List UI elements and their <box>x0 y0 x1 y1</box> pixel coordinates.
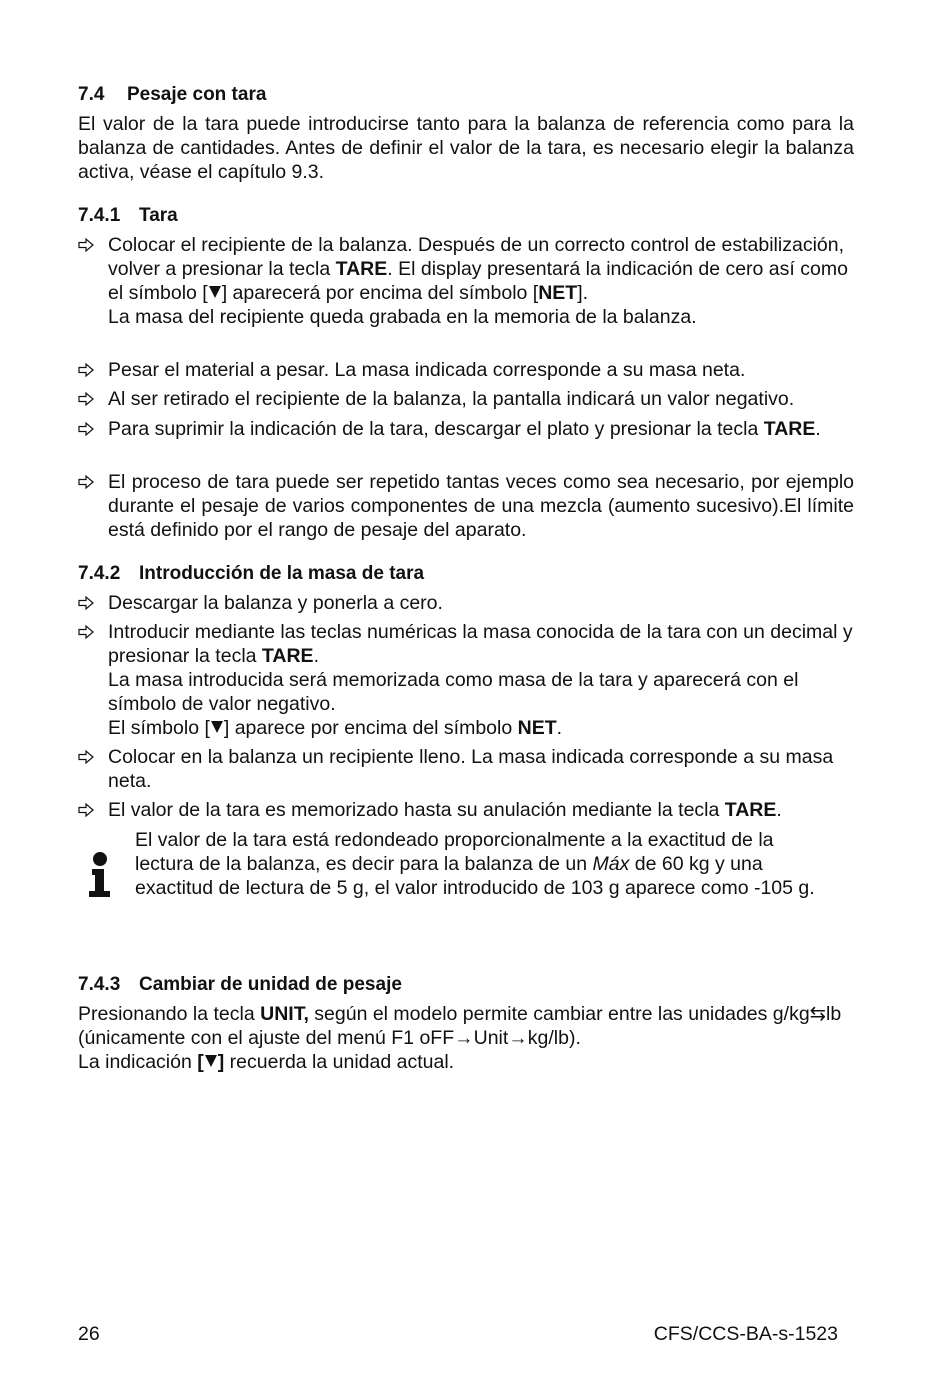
section-heading-7-4-1: 7.4.1 Tara <box>78 205 178 226</box>
arrow-bullet-icon <box>78 802 94 818</box>
down-triangle-icon <box>209 286 221 298</box>
tare-key-label: TARE <box>724 799 777 821</box>
section-heading-7-4: 7.4 Pesaje con tara <box>78 84 267 105</box>
document-code: CFS/CCS-BA-s-1523 <box>653 1323 838 1345</box>
arrow-bullet-icon <box>78 624 94 640</box>
bullet-item: El valor de la tara es memorizado hasta su anulación mediante la tecla TARE. <box>78 798 854 822</box>
swap-arrows-icon: ⇆ <box>809 1003 827 1025</box>
info-note: El valor de la tara está redondeado proporcionalmente a la exactitud de la lectura de la balanza, es decir para la balanza de un Máx de 60 kg y una exactitud de lectura de 5 g, el valor introducido de 103 g aparece como -105 g. <box>78 828 854 900</box>
section-7-4-paragraph: El valor de la tara puede introducirse tanto para la balanza de referencia como para la balanza de cantidades. Antes de definir el valor de la tara, es necesario elegir la balanza activa, véase el capítulo 9.3. <box>78 113 854 183</box>
section-heading-7-4-2: 7.4.2 Introducción de la masa de tara <box>78 563 425 584</box>
arrow-bullet-icon <box>78 474 94 490</box>
bullet-item: Colocar en la balanza un recipiente lleno. La masa indicada corresponde a su masa neta. <box>78 745 854 793</box>
arrow-bullet-icon <box>78 237 94 253</box>
arrow-bullet-icon <box>78 362 94 378</box>
bullet-item: Colocar el recipiente de la balanza. Después de un correcto control de estabilización, volver a presionar la tecla TARE. El display presentará la indicación de cero así como el símbolo [ ] aparecerá por encima del símbolo [NET]. La masa del recipiente queda grabada en la memoria de la balanza. <box>78 233 854 329</box>
right-arrow-icon: → <box>454 1027 474 1049</box>
down-triangle-icon <box>211 721 223 733</box>
arrow-bullet-icon <box>78 421 94 437</box>
section-heading-7-4-3: 7.4.3 Cambiar de unidad de pesaje <box>78 974 402 995</box>
section-7-4-3-paragraph: Presionando la tecla UNIT, según el modelo permite cambiar entre las unidades g/kg⇆lb (únicamente con el ajuste del menú F1 oFF→Unit→kg/lb). La indicación [ ] recuerda la unidad actual. <box>78 1003 842 1073</box>
bullet-item: El proceso de tara puede ser repetido tantas veces como sea necesario, por ejemplo durante el pesaje de varios componentes de una mezcla (aumento sucesivo).El límite está definido por el rango de pesaje del aparato. <box>78 470 854 542</box>
bullet-item: Descargar la balanza y ponerla a cero. <box>78 591 854 615</box>
arrow-bullet-icon <box>78 391 94 407</box>
info-icon <box>86 851 114 899</box>
net-symbol-label: NET <box>538 282 578 304</box>
page-number: 26 <box>78 1323 100 1345</box>
tare-key-label: TARE <box>763 418 816 440</box>
tare-key-label: TARE <box>335 258 388 280</box>
arrow-bullet-icon <box>78 595 94 611</box>
net-symbol-label: NET <box>517 717 557 739</box>
bullet-item: Pesar el material a pesar. La masa indicada corresponde a su masa neta. <box>78 358 854 382</box>
bullet-item: Introducir mediante las teclas numéricas la masa conocida de la tara con un decimal y presionar la tecla TARE. La masa introducida será memorizada como masa de la tara y aparecerá con el símbolo de valor negativo. El símbolo [ ] aparece por encima del símbolo NET. <box>78 620 854 740</box>
bullet-item: Para suprimir la indicación de la tara, descargar el plato y presionar la tecla TARE. <box>78 417 854 441</box>
unit-key-label: UNIT, <box>260 1003 309 1025</box>
tare-key-label: TARE <box>261 645 314 667</box>
indicator-symbol: [ ] <box>197 1051 225 1073</box>
bullet-item: Al ser retirado el recipiente de la balanza, la pantalla indicará un valor negativo. <box>78 387 854 411</box>
down-triangle-icon <box>205 1055 217 1067</box>
right-arrow-icon: → <box>508 1027 528 1049</box>
arrow-bullet-icon <box>78 749 94 765</box>
